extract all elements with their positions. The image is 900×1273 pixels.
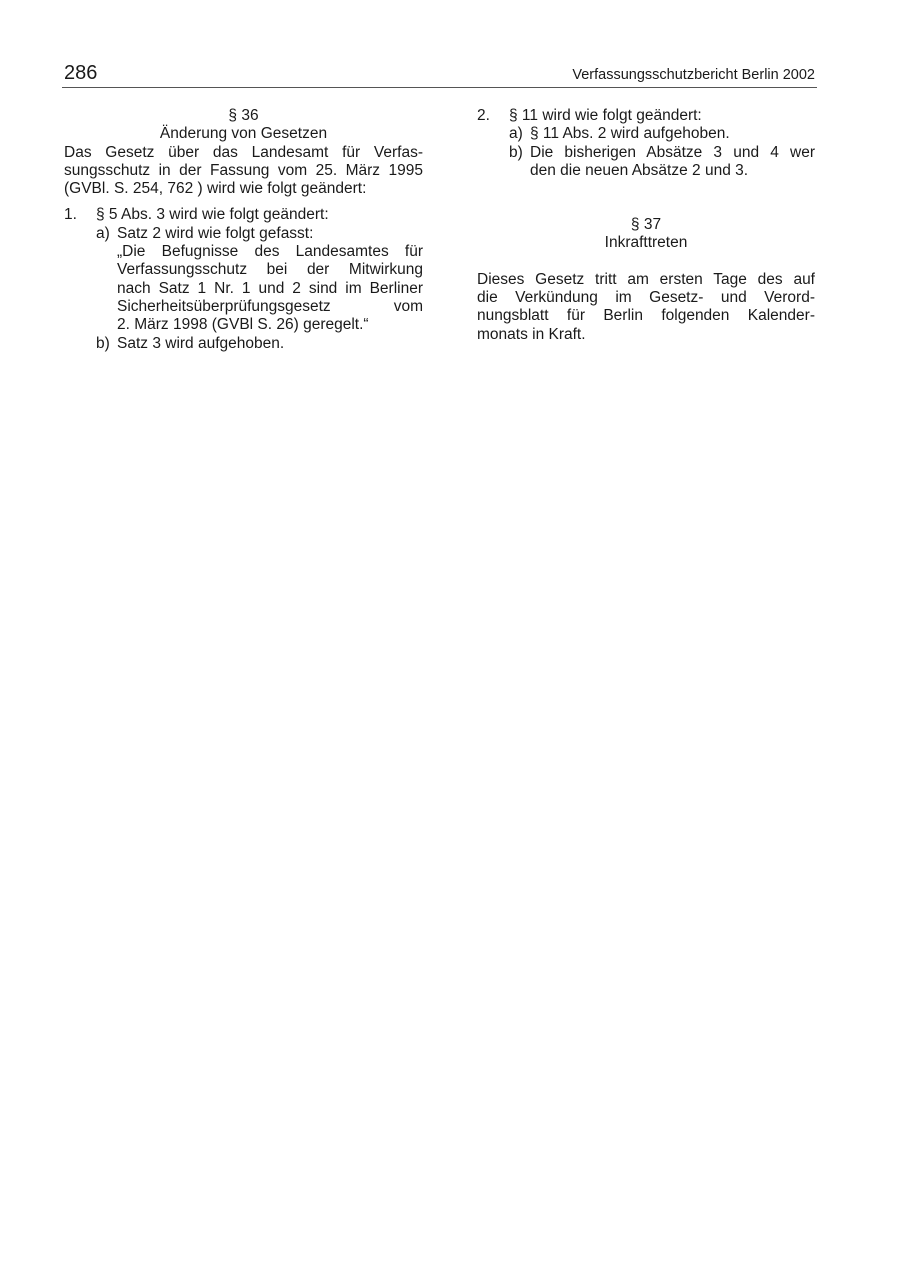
sub-item-text: Satz 3 wird aufgehoben. — [117, 334, 285, 352]
intro-line: Das Gesetz über das Landesamt für Verfas- — [64, 143, 423, 161]
quote-word: vom — [393, 297, 423, 315]
paragraph-line: die Verkündung im Gesetz- und Verord- — [477, 289, 815, 307]
left-column — [64, 107, 423, 353]
sub-item-text: Die bisherigen Absätze 3 und 4 wer — [530, 143, 815, 161]
item-text: § 5 Abs. 3 wird wie folgt geändert: — [96, 206, 329, 224]
quote-line: 2. März 1998 (GVBl S. 26) geregelt.“ — [117, 316, 369, 334]
running-title: Verfassungsschutzbericht Berlin 2002 — [572, 67, 815, 83]
right-column — [477, 107, 815, 344]
page-header — [62, 60, 817, 88]
list-item-1 — [64, 206, 423, 352]
item-number: 2. — [477, 107, 490, 124]
item-text: § 11 wird wie folgt geändert: — [509, 107, 702, 124]
quoted-text — [117, 243, 423, 334]
sub-item-label: a) — [96, 224, 110, 242]
section-36-number: § 36 — [228, 107, 259, 124]
quote-word: Sicherheitsüberprüfungsgesetz — [117, 297, 331, 315]
intro-line: (GVBl. S. 254, 762 ) wird wie folgt geändert: — [64, 180, 367, 198]
sub-item-text: Satz 2 wird wie folgt gefasst: — [117, 224, 314, 242]
sub-item-text: § 11 Abs. 2 wird aufgehoben. — [530, 125, 730, 143]
list-item-2 — [477, 107, 815, 125]
intro-line: sungsschutz in der Fassung vom 25. März 1995 — [64, 161, 423, 179]
quote-line: nach Satz 1 Nr. 1 und 2 sind im Berliner — [117, 279, 423, 297]
quote-line: Verfassungsschutz bei der Mitwirkung — [117, 261, 423, 279]
section-37-paragraph — [477, 271, 815, 344]
paragraph-line: nungsblatt für Berlin folgenden Kalender- — [477, 307, 815, 325]
sub-item-b — [509, 144, 815, 181]
sub-item-label: a) — [509, 125, 523, 143]
section-37-title: Inkrafttreten — [604, 234, 688, 252]
section-36-intro — [64, 144, 423, 199]
section-36-title: Änderung von Gesetzen — [159, 125, 328, 143]
sub-item-text: den die neuen Absätze 2 und 3. — [530, 161, 749, 179]
sub-item-a — [509, 125, 815, 143]
sub-item-label: b) — [509, 143, 523, 161]
page-number: 286 — [64, 62, 98, 84]
quote-line: „Die Befugnisse des Landesamtes für — [117, 243, 423, 261]
section-37-number: § 37 — [630, 216, 662, 234]
paragraph-line: monats in Kraft. — [477, 325, 586, 343]
sub-item-b — [96, 335, 423, 353]
paragraph-line: Dieses Gesetz tritt am ersten Tage des auf — [477, 270, 815, 288]
item-number: 1. — [64, 206, 77, 224]
quote-line — [117, 298, 423, 316]
sub-item-a — [96, 225, 423, 335]
sub-item-label: b) — [96, 334, 110, 352]
